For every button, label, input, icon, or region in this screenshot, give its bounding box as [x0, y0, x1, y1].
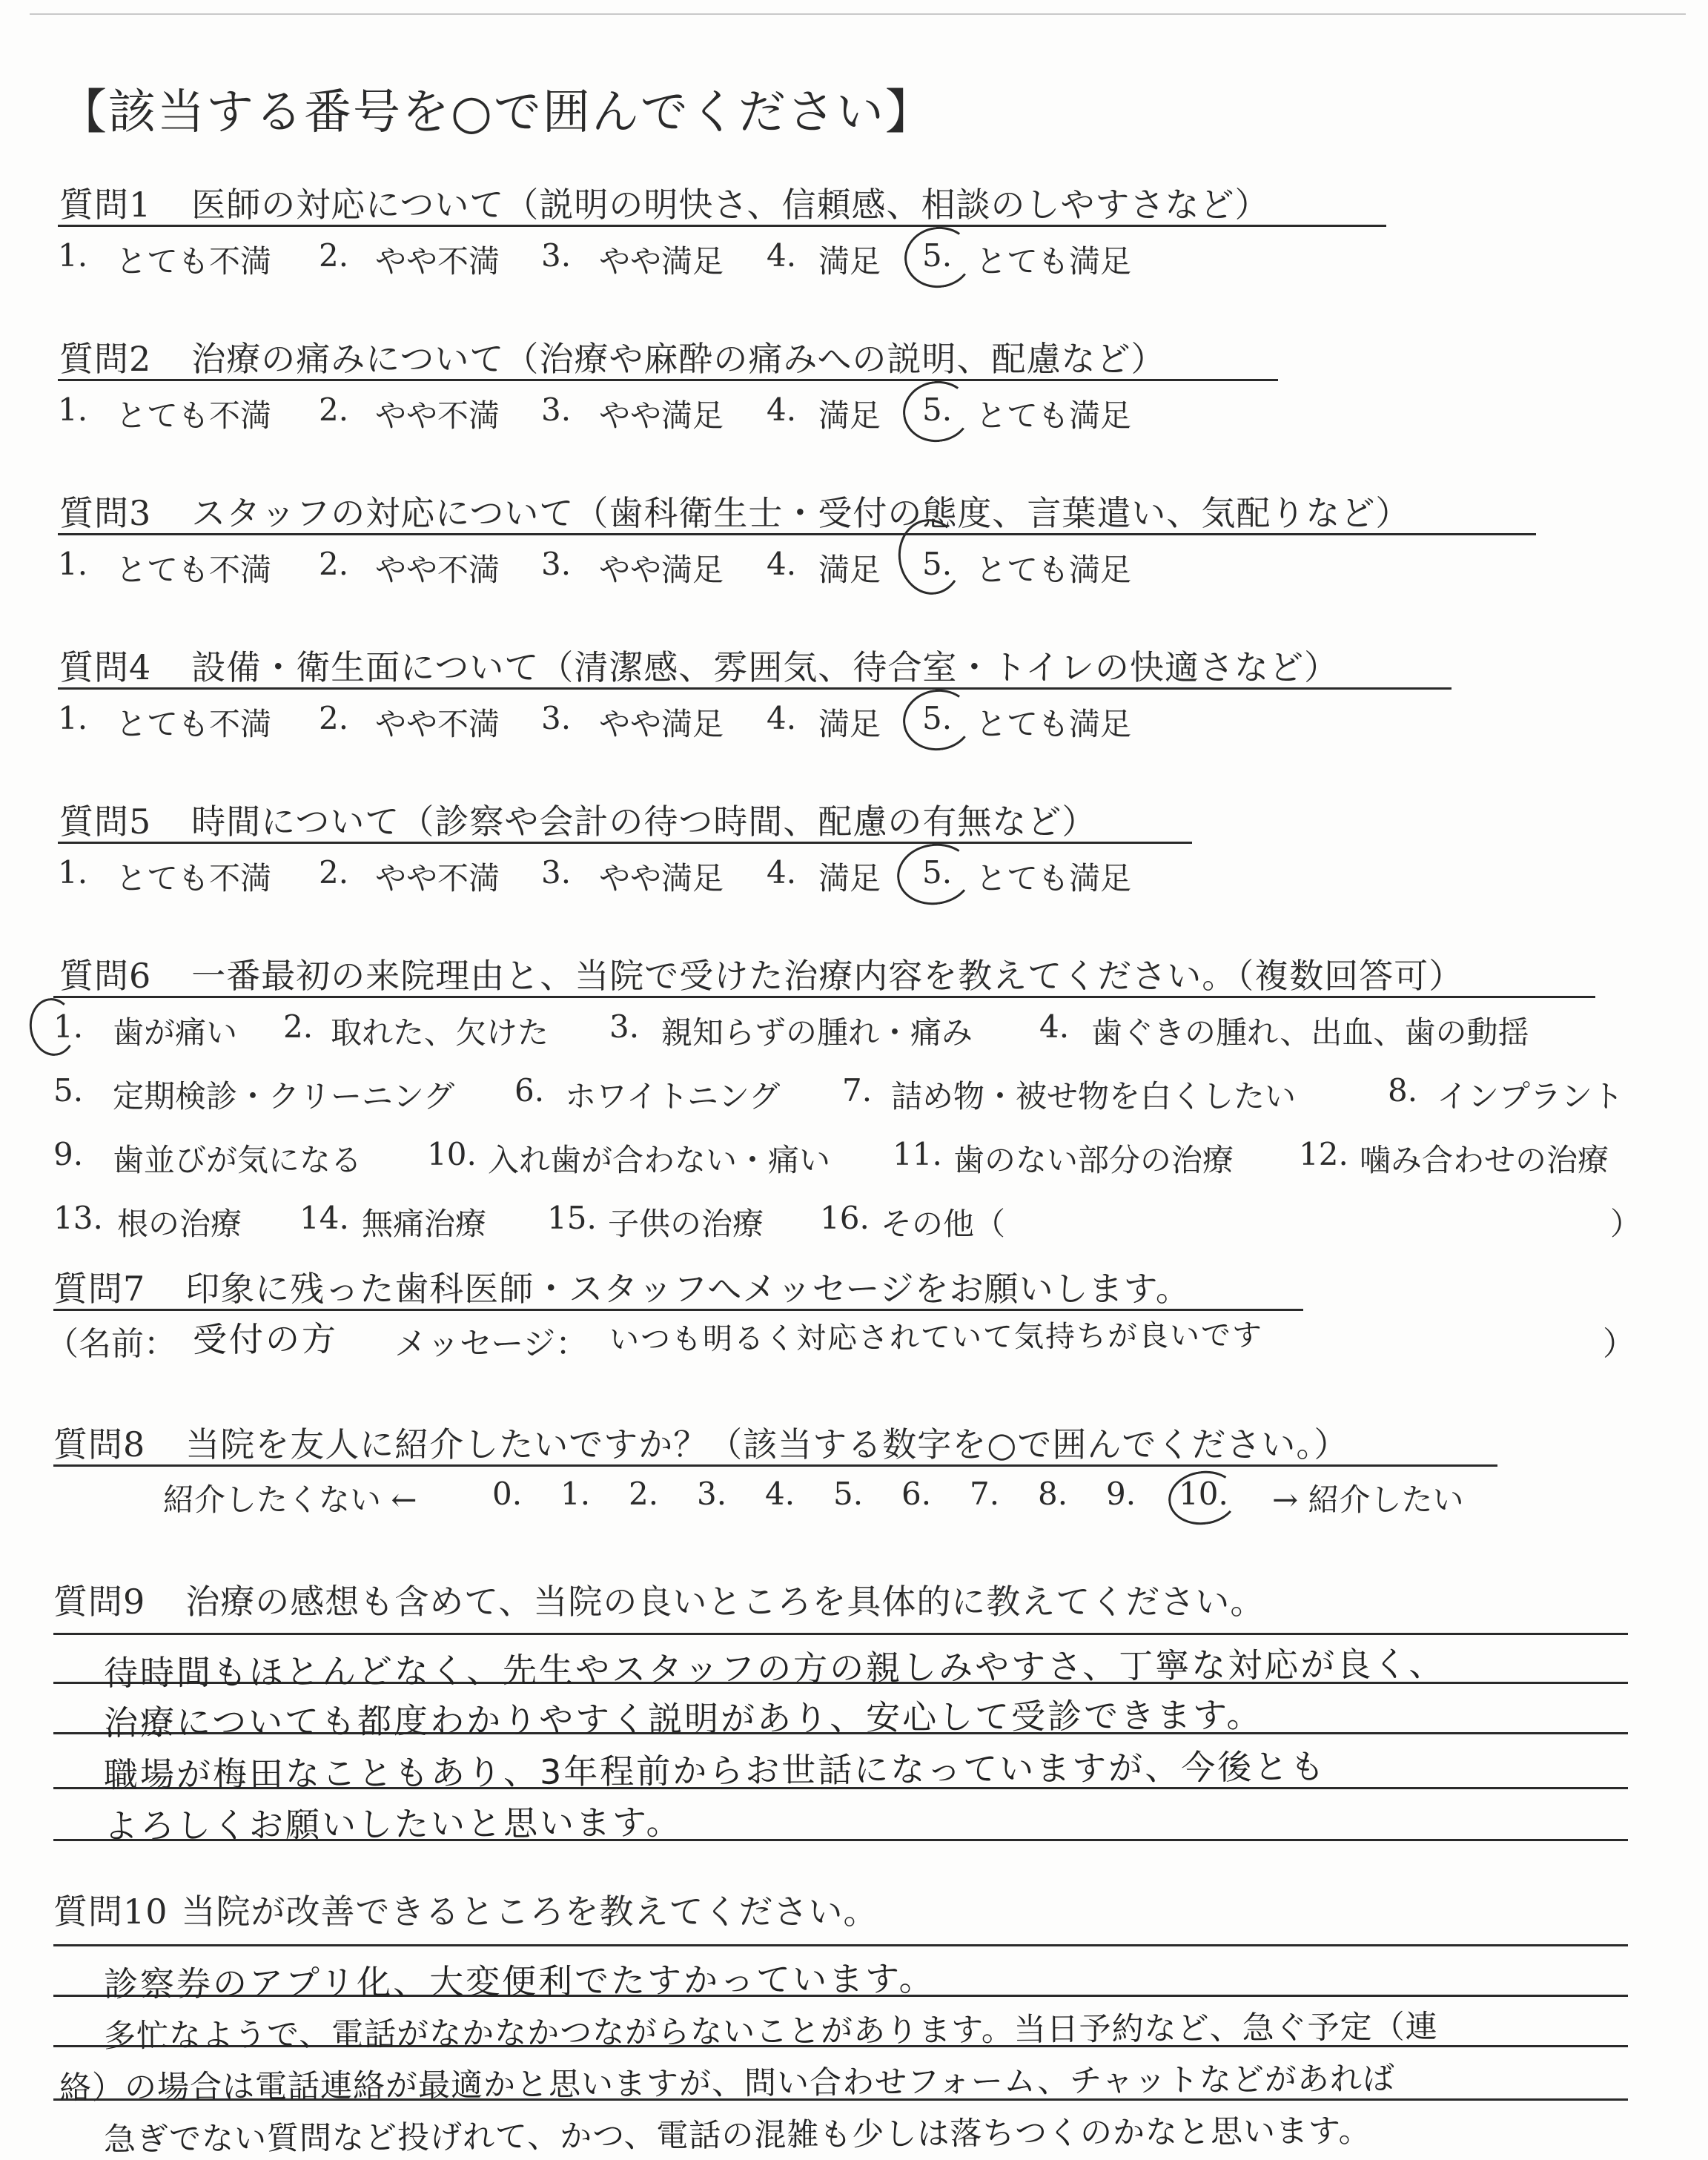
q8-num-3: 3. [697, 1476, 727, 1512]
q8-num-7: 7. [970, 1476, 1000, 1512]
q5-answer-circle [893, 839, 976, 909]
q9-answer-line-1: 待時間もほとんどなく、先生やスタッフの方の親しみやすさ、丁寧な対応が良く、 [103, 1643, 1446, 1694]
q7-name-prefix: （名前： [46, 1325, 176, 1363]
question-2-underline [58, 379, 1278, 381]
question-7-underline [53, 1309, 1303, 1311]
q1-opt4-label: 満足 [818, 243, 881, 280]
q7-close-paren: ） [1603, 1325, 1635, 1363]
q8-num-2: 2. [629, 1476, 659, 1512]
question-4-underline [58, 687, 1452, 690]
q4-opt1-num: 1. [58, 700, 88, 736]
q4-opt2-num: 2. [319, 700, 349, 736]
question-7-text: 印象に残った歯科医師・スタッフへメッセージをお願いします。 [185, 1269, 1191, 1309]
q6-other-close-paren: ） [1610, 1206, 1642, 1242]
question-6-underline [53, 996, 1595, 998]
q10-answer-line-1: 診察券のアプリ化、大変便利でたすかっています。 [103, 1958, 936, 2004]
question-6-label: 質問6 [59, 956, 152, 996]
q6-opt10-label: 入れ歯が合わない・痛い [488, 1142, 831, 1178]
q2-answer-circle [899, 377, 976, 446]
q4-opt2-label: やや不満 [375, 706, 500, 742]
q3-opt5-num: 5. [922, 546, 953, 582]
question-9-label: 質問9 [53, 1582, 146, 1622]
q7-name-handwritten: 受付の方 [192, 1318, 339, 1360]
q10-answer-line-3: 絡）の場合は電話連絡が最適かと思いますが、問い合わせフォーム、チャットなどがあれば [59, 2060, 1396, 2107]
q6-opt13-num: 13. [53, 1200, 103, 1236]
q2-opt4-num: 4. [767, 392, 797, 428]
question-9-text: 治療の感想も含めて、当院の良いところを具体的に教えてください。 [185, 1582, 1265, 1622]
q5-opt3-label: やや満足 [599, 860, 724, 896]
q3-opt2-label: やや不満 [375, 552, 500, 588]
question-1-underline [58, 225, 1386, 227]
q3-opt4-num: 4. [767, 546, 797, 582]
q5-opt3-num: 3. [541, 854, 572, 891]
question-1-title [59, 178, 1270, 227]
q4-opt5-num: 5. [922, 700, 953, 736]
q6-opt5-num: 5. [53, 1072, 84, 1109]
question-5-title [59, 795, 1096, 844]
q8-left-label: 紹介したくない ← [163, 1482, 417, 1518]
q6-opt4-label: 歯ぐきの腫れ、出血、歯の動揺 [1091, 1014, 1529, 1051]
q6-opt9-label: 歯並びが気になる [113, 1142, 363, 1178]
q8-num-8: 8. [1038, 1476, 1068, 1512]
q1-opt1-label: とても不満 [116, 243, 272, 280]
q6-opt1-num: 1. [53, 1008, 84, 1045]
question-8-title [53, 1418, 1348, 1467]
q6-opt14-num: 14. [299, 1200, 349, 1236]
q1-opt3-num: 3. [541, 237, 572, 274]
q5-opt1-label: とても不満 [116, 860, 272, 896]
q5-opt2-label: やや不満 [375, 860, 500, 896]
q6-opt16-num: 16. [820, 1200, 870, 1236]
question-8-underline [53, 1464, 1497, 1467]
q6-opt8-label: インプラント [1437, 1078, 1624, 1114]
q3-opt3-num: 3. [541, 546, 572, 582]
q6-opt6-label: ホワイトニング [565, 1078, 781, 1114]
q6-opt2-label: 取れた、欠けた [331, 1014, 549, 1051]
question-2-title [59, 332, 1165, 381]
question-6-title [59, 949, 1463, 998]
q3-opt1-label: とても不満 [116, 552, 272, 588]
question-4-label: 質問4 [59, 647, 152, 687]
q3-opt5-label: とても満足 [976, 552, 1132, 588]
q2-opt3-label: やや満足 [599, 397, 724, 434]
q5-opt4-label: 満足 [818, 860, 881, 896]
q8-right-label: → 紹介したい [1272, 1482, 1464, 1518]
question-1-text: 医師の対応について（説明の明快さ、信頼感、相談のしやすさなど） [191, 185, 1270, 225]
q4-opt1-label: とても不満 [116, 706, 272, 742]
q8-num-5: 5. [833, 1476, 864, 1512]
q5-opt4-num: 4. [767, 854, 797, 891]
q1-opt3-label: やや満足 [599, 243, 724, 280]
q2-opt5-label: とても満足 [976, 397, 1132, 434]
q1-opt2-num: 2. [319, 237, 349, 274]
q2-opt2-num: 2. [319, 392, 349, 428]
q6-opt7-label: 詰め物・被せ物を白くしたい [891, 1078, 1297, 1114]
q2-opt2-label: やや不満 [375, 397, 500, 434]
question-7-label: 質問7 [53, 1269, 146, 1309]
q6-opt3-label: 親知らずの腫れ・痛み [661, 1014, 973, 1051]
q5-opt5-label: とても満足 [976, 860, 1132, 896]
q8-num-1: 1. [560, 1476, 591, 1512]
question-2-text: 治療の痛みについて（治療や麻酔の痛みへの説明、配慮など） [191, 339, 1166, 379]
q10-answer-line-2: 多忙なようで、電話がなかなかつながらないことがあります。当日予約など、急ぐ予定（連 [103, 2008, 1438, 2055]
q9-answer-line-3: 職場が梅田なこともあり、3年程前からお世話になっていますが、今後とも [103, 1746, 1327, 1795]
q6-opt4-num: 4. [1039, 1008, 1070, 1045]
q1-opt4-num: 4. [767, 237, 797, 274]
q6-opt12-num: 12. [1299, 1136, 1348, 1172]
q3-opt3-label: やや満足 [599, 552, 724, 588]
q6-opt6-num: 6. [514, 1072, 545, 1109]
q6-opt8-num: 8. [1388, 1072, 1418, 1109]
q6-opt10-num: 10. [427, 1136, 477, 1172]
q7-message-label: メッセージ： [394, 1325, 589, 1363]
q1-answer-circle [901, 222, 977, 292]
q6-opt11-label: 歯のない部分の治療 [953, 1142, 1234, 1178]
q8-num-9: 9. [1106, 1476, 1136, 1512]
q1-opt2-label: やや不満 [375, 243, 500, 280]
q6-opt14-label: 無痛治療 [362, 1206, 487, 1242]
q4-opt5-label: とても満足 [976, 706, 1132, 742]
q9-answer-line-4: よろしくお願いしたいと思います。 [103, 1802, 683, 1846]
question-5-underline [58, 842, 1192, 844]
q10-answer-line-4: 急ぎでない質問など投げれて、かつ、電話の混雑も少しは落ちつくのかなと思います。 [103, 2113, 1371, 2159]
question-10-title [53, 1885, 878, 1934]
q6-opt15-label: 子供の治療 [608, 1206, 764, 1242]
q8-num-0: 0. [492, 1476, 523, 1512]
q6-opt12-label: 噛み合わせの治療 [1360, 1142, 1609, 1178]
q8-num-6: 6. [901, 1476, 932, 1512]
question-5-text: 時間について（診察や会計の待つ時間、配慮の有無など） [191, 802, 1097, 842]
q6-opt2-num: 2. [283, 1008, 314, 1045]
question-8-label: 質問8 [53, 1424, 146, 1464]
q8-answer-circle [1165, 1467, 1241, 1529]
question-3-underline [58, 533, 1536, 535]
q6-opt13-label: 根の治療 [117, 1206, 242, 1242]
q1-opt5-label: とても満足 [976, 243, 1132, 280]
q8-num-10: 10. [1179, 1476, 1228, 1512]
q6-opt16-label: その他（ [881, 1206, 1006, 1242]
q2-opt5-num: 5. [922, 392, 953, 428]
q3-opt2-num: 2. [319, 546, 349, 582]
question-3-title [59, 486, 1410, 535]
q6-opt11-num: 11. [893, 1136, 942, 1172]
q4-opt3-num: 3. [541, 700, 572, 736]
question-10-label: 質問10 [53, 1892, 168, 1932]
q2-opt4-label: 満足 [818, 397, 881, 434]
q4-opt3-label: やや満足 [599, 706, 724, 742]
question-3-label: 質問3 [59, 493, 152, 533]
q5-opt1-num: 1. [58, 854, 88, 891]
q2-opt1-label: とても不満 [116, 397, 272, 434]
q4-opt4-num: 4. [767, 700, 797, 736]
q5-opt2-num: 2. [319, 854, 349, 891]
question-9-title [53, 1575, 1265, 1624]
question-8-text: 当院を友人に紹介したいですか？（該当する数字を○で囲んでください。） [185, 1424, 1349, 1464]
q7-message-handwritten: いつも明るく対応されていて気持ちが良いです [609, 1318, 1264, 1358]
q1-opt1-num: 1. [58, 237, 88, 274]
q6-answer-circle [26, 995, 79, 1059]
question-4-title [59, 641, 1339, 690]
q9-answer-line-2: 治療についても都度わかりやすく説明があり、安心して受診できます。 [103, 1694, 1263, 1743]
q4-answer-circle [899, 685, 976, 755]
q6-opt3-num: 3. [609, 1008, 640, 1045]
q6-opt9-num: 9. [53, 1136, 84, 1172]
page-heading: 【該当する番号を○で囲んでください】 [59, 85, 934, 140]
q6-opt1-label: 歯が痛い [113, 1014, 238, 1051]
question-6-text: 一番最初の来院理由と、当院で受けた治療内容を教えてください。（複数回答可） [191, 956, 1464, 996]
q3-opt1-num: 1. [58, 546, 88, 582]
question-4-text: 設備・衛生面について（清潔感、雰囲気、待合室・トイレの快適さなど） [191, 647, 1340, 687]
q9-answer-rule-1 [53, 1633, 1628, 1635]
q5-opt5-num: 5. [922, 854, 953, 891]
q4-opt4-label: 満足 [818, 706, 881, 742]
top-border-rule [30, 13, 1686, 15]
question-2-label: 質問2 [59, 339, 152, 379]
q1-opt5-num: 5. [922, 237, 953, 274]
question-3-text: スタッフの対応について（歯科衛生士・受付の態度、言葉遣い、気配りなど） [191, 493, 1411, 533]
q6-opt7-num: 7. [842, 1072, 873, 1109]
question-7-title [53, 1262, 1191, 1311]
q10-answer-rule-1 [53, 1944, 1628, 1946]
q6-opt15-num: 15. [547, 1200, 597, 1236]
question-10-text: 当院が改善できるところを教えてください。 [181, 1892, 878, 1932]
q2-opt1-num: 1. [58, 392, 88, 428]
question-5-label: 質問5 [59, 802, 152, 842]
q2-opt3-num: 3. [541, 392, 572, 428]
q3-opt4-label: 満足 [818, 552, 881, 588]
question-1-label: 質問1 [59, 185, 152, 225]
q8-num-4: 4. [765, 1476, 795, 1512]
q6-opt5-label: 定期検診・クリーニング [113, 1078, 455, 1114]
